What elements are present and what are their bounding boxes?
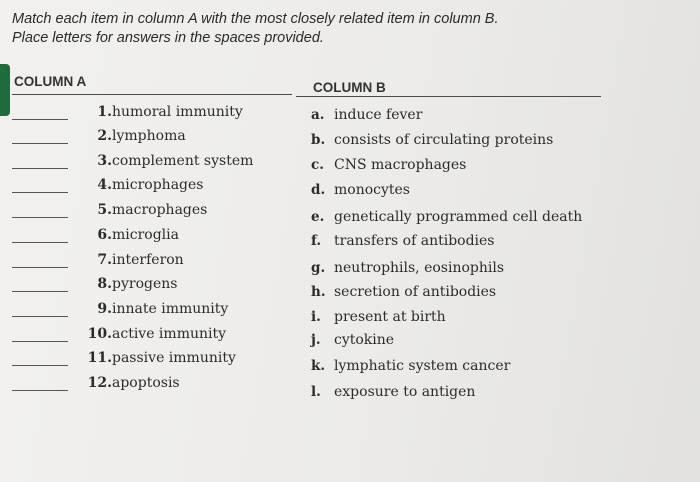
answer-blank[interactable] [12,217,68,218]
column-a-divider [12,94,292,95]
item-definition: present at birth [334,309,446,325]
item-number: 1. [97,104,112,120]
column-b-item [311,358,611,378]
answer-blank[interactable] [12,390,68,391]
item-term: passive immunity [112,350,236,366]
column-b-item [311,309,611,329]
column-b-divider [296,96,601,97]
item-term: active immunity [112,326,227,342]
answer-blank[interactable] [12,365,68,366]
item-term: microphages [112,177,204,193]
item-letter: a. [311,107,325,123]
item-letter: d. [311,182,326,198]
item-term: humoral immunity [112,104,243,120]
answer-blank[interactable] [12,341,68,342]
column-a-item [12,177,312,197]
column-a-item [12,350,312,370]
item-number: 8. [97,276,112,292]
item-letter: c. [311,157,324,173]
item-letter: l. [311,384,321,400]
item-definition: cytokine [334,332,395,348]
answer-blank[interactable] [12,192,68,193]
item-term: apoptosis [112,375,180,391]
item-number: 4. [97,177,112,193]
column-a-item [12,276,312,296]
item-number: 9. [97,301,112,317]
column-b-header: COLUMN B [313,80,386,95]
column-a-item [12,104,312,124]
column-b-item [311,332,611,352]
instructions-line-1: Match each item in column A with the most closely related item in column B. [12,11,499,27]
item-definition: genetically programmed cell death [334,209,583,225]
page-edge-tab [0,64,10,116]
instructions-line-2: Place letters for answers in the spaces provided. [12,30,324,46]
answer-blank[interactable] [12,291,68,292]
column-b-item [311,107,611,127]
item-letter: b. [311,132,326,148]
column-a-item [12,227,312,247]
column-a-header: COLUMN A [14,74,87,89]
column-a-item [12,202,312,222]
item-number: 7. [97,252,112,268]
column-a-item [12,326,312,346]
item-letter: k. [311,358,326,374]
answer-blank[interactable] [12,316,68,317]
item-number: 11. [87,350,112,366]
column-b-item [311,209,611,229]
item-letter: h. [311,284,326,300]
item-letter: e. [311,209,325,225]
column-a-item [12,252,312,272]
item-definition: consists of circulating proteins [334,132,554,148]
item-definition: exposure to antigen [334,384,476,400]
column-b-item [311,233,611,253]
item-term: complement system [112,153,254,169]
answer-blank[interactable] [12,242,68,243]
item-number: 6. [97,227,112,243]
item-term: interferon [112,252,184,268]
item-term: macrophages [112,202,208,218]
answer-blank[interactable] [12,119,68,120]
item-number: 5. [97,202,112,218]
item-letter: g. [311,260,326,276]
item-definition: transfers of antibodies [334,233,495,249]
item-number: 12. [87,375,112,391]
item-definition: CNS macrophages [334,157,467,173]
instructions [12,10,572,48]
item-letter: i. [311,309,321,325]
item-definition: monocytes [334,182,410,198]
column-a-item [12,153,312,173]
item-number: 2. [97,128,112,144]
answer-blank[interactable] [12,168,68,169]
item-definition: neutrophils, eosinophils [334,260,505,276]
item-number: 10. [87,326,112,342]
item-letter: f. [311,233,322,249]
column-a-item [12,301,312,321]
item-term: innate immunity [112,301,229,317]
column-b-item [311,284,611,304]
item-number: 3. [97,153,112,169]
column-b-item [311,157,611,177]
answer-blank[interactable] [12,143,68,144]
item-term: pyrogens [112,276,178,292]
item-term: lymphoma [112,128,186,144]
column-b-item [311,182,611,202]
item-definition: secretion of antibodies [334,284,497,300]
item-definition: lymphatic system cancer [334,358,511,374]
item-definition: induce fever [334,107,423,123]
answer-blank[interactable] [12,267,68,268]
item-term: microglia [112,227,179,243]
column-a-item [12,375,312,395]
column-a-item [12,128,312,148]
column-b-item [311,132,611,152]
column-b-item [311,260,611,280]
column-b-item [311,384,611,404]
item-letter: j. [311,332,321,348]
